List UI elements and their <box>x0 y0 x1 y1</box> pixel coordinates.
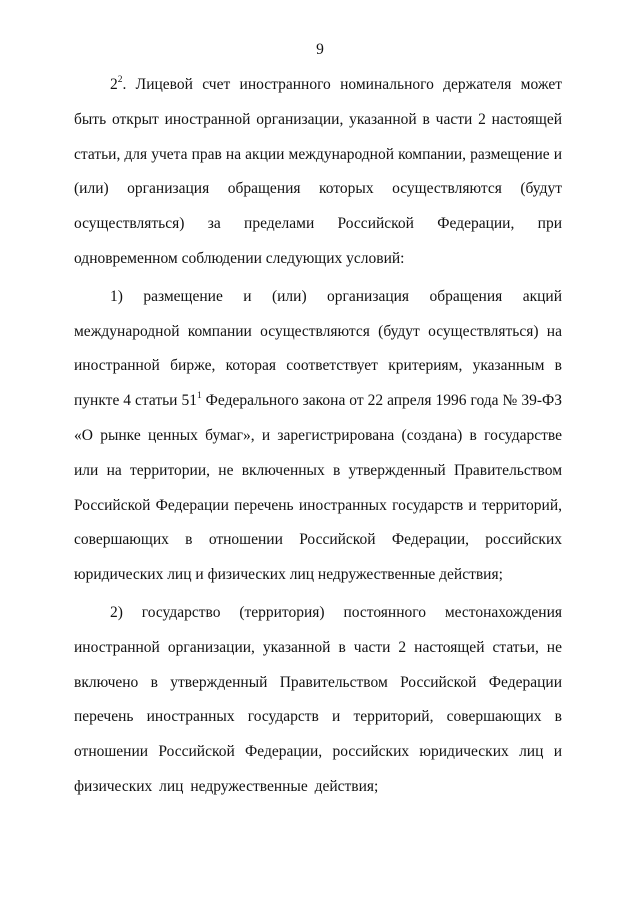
article-superscript: 1 <box>196 391 202 402</box>
document-body <box>74 68 562 805</box>
condition-2-text: 2) государство (территория) постоянного местонахождения иностранной организации, указанной в части 2 настоящей статьи, не включено в утвержденный Правительством Российской Федерации перечень иностранных государств и территорий, совершающих в отношении Российской Федерации, российских юридических лиц и физических лиц недружественные действия; <box>74 603 562 795</box>
condition-1-text-start: 1) размещение и (или) организация обращения акций международной компании осуществляются (будут осуществляться) на иностранной бирже, которая соответствует критериям, указанным в пункте 4 статьи 51 <box>74 287 562 410</box>
paragraph-number: 2 <box>110 76 118 93</box>
paragraph-text: . Лицевой счет иностранного номинального держателя может быть открыт иностранной организации, указанной в части 2 настоящей статьи, для учета прав на акции международной компании, размещение и (или) организация обращения которых осуществляются (будут осуществляться) за пределами Российской Федерации, при одновременном соблюдении следующих условий: <box>74 76 562 267</box>
paragraph-condition-2 <box>74 596 562 805</box>
page-number: 9 <box>316 41 324 58</box>
paragraph-2-2 <box>74 68 562 277</box>
condition-1-text-end: Федерального закона от 22 апреля 1996 года № 39-ФЗ «О рынке ценных бумаг», и зарегистрирована (создана) в государстве или на территории, не включенных в утвержденный Правительством Российской Федерации перечень иностранных государств и территорий, совершающих в отношении Российской Федерации, российских юридических лиц и физических лиц недружественные действия; <box>74 392 563 584</box>
paragraph-condition-1 <box>74 280 562 593</box>
paragraph-number-superscript: 2 <box>117 74 123 85</box>
